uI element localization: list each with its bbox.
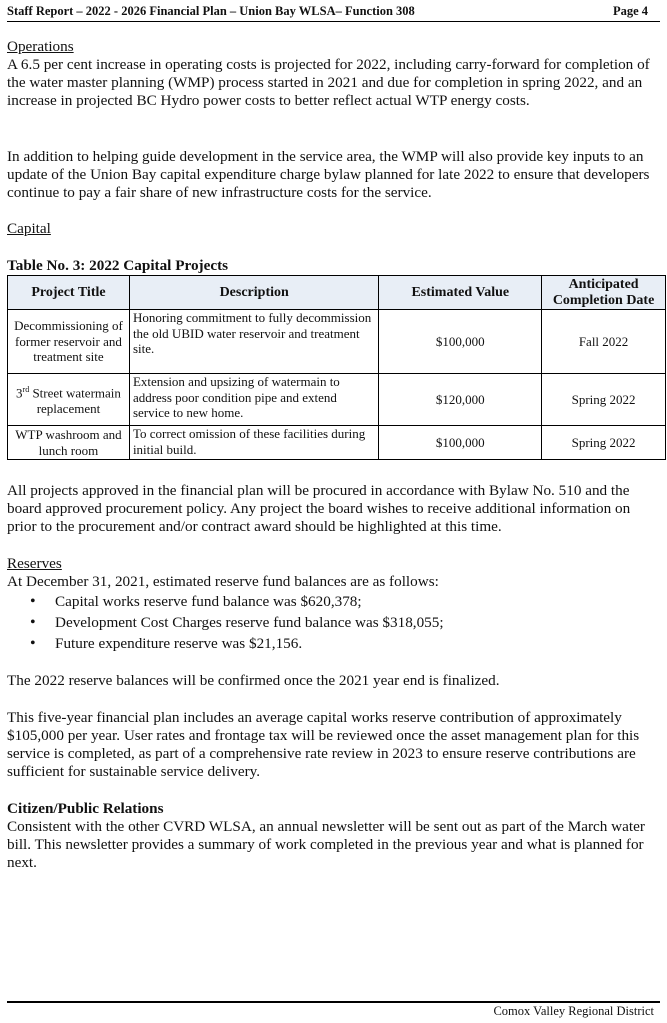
column-header: Description — [129, 276, 378, 310]
list-item: • Capital works reserve fund balance was $620,378; — [7, 591, 444, 612]
reserves-heading: Reserves — [7, 555, 62, 572]
completion-date: Spring 2022 — [542, 426, 666, 460]
column-header: Anticipated Completion Date — [542, 276, 666, 310]
project-description: Extension and upsizing of watermain to address poor condition pipe and extend service to new home. — [129, 374, 378, 426]
citizen-relations-paragraph: Consistent with the other CVRD WLSA, an annual newsletter will be sent out as part of the March water bill. This newsletter provides a summary of work completed in the previous year and what is planned for next. — [7, 818, 645, 871]
reserves-paragraph-2: This five-year financial plan includes an average capital works reserve contribution of approximately $105,000 per year. User rates and frontage tax will be reviewed once the asset management plan for this service is completed, as part of a comprehensive rate review in 2023 to ensure reserve contributions are sufficient for sustainable service delivery. — [7, 709, 640, 780]
table-row — [8, 310, 666, 374]
project-title — [8, 374, 130, 426]
procurement-paragraph: All projects approved in the financial plan will be procured in accordance with Bylaw No. 510 and the board approved procurement policy. Any project the board wishes to receive additional information on prior to the procurement and/or contract award should be highlighted at this time. — [7, 482, 631, 535]
reserves-intro: At December 31, 2021, estimated reserve fund balances are as follows: — [7, 573, 439, 590]
page-header — [7, 4, 660, 22]
estimated-value: $100,000 — [379, 310, 542, 374]
operations-paragraph-1: A 6.5 per cent increase in operating costs is projected for 2022, including carry-forward for completion of the water master planning (WMP) process started in 2021 and due for completion in spring 2022, and an increase in projected BC Hydro power costs to better reflect actual WTP energy costs. — [7, 56, 650, 109]
column-header: Project Title — [8, 276, 130, 310]
operations-paragraph-2: In addition to helping guide development in the service area, the WMP will also provide key inputs to an update of the Union Bay capital expenditure charge bylaw planned for late 2022 to ensure that developers continue to pay a fair share of new infrastructure costs for the service. — [7, 148, 650, 201]
project-description: To correct omission of these facilities during initial build. — [129, 426, 378, 460]
footer-organization: Comox Valley Regional District — [493, 1004, 654, 1018]
completion-date: Fall 2022 — [542, 310, 666, 374]
title-superscript: rd — [22, 385, 30, 395]
operations-heading: Operations — [7, 38, 74, 55]
reserve-balance-list — [7, 591, 444, 654]
completion-date: Spring 2022 — [542, 374, 666, 426]
citizen-relations-heading: Citizen/Public Relations — [7, 800, 164, 817]
report-title: Staff Report – 2022 - 2026 Financial Plan – Union Bay WLSA– Function 308 — [7, 4, 415, 18]
column-header: Estimated Value — [379, 276, 542, 310]
table-row — [8, 374, 666, 426]
project-title: Decommissioning of former reservoir and treatment site — [8, 310, 130, 374]
table-header-row — [8, 276, 666, 310]
list-item: • Future expenditure reserve was $21,156. — [7, 633, 444, 654]
list-item: • Development Cost Charges reserve fund balance was $318,055; — [7, 612, 444, 633]
table-title: Table No. 3: 2022 Capital Projects — [7, 257, 229, 274]
footer-divider — [7, 1001, 660, 1003]
project-title: WTP washroom and lunch room — [8, 426, 130, 460]
capital-projects-table — [7, 275, 666, 460]
title-prefix: 3 — [16, 385, 23, 401]
capital-heading: Capital — [7, 220, 51, 237]
reserves-paragraph-1: The 2022 reserve balances will be confirmed once the 2021 year end is finalized. — [7, 672, 500, 689]
estimated-value: $100,000 — [379, 426, 542, 460]
estimated-value: $120,000 — [379, 374, 542, 426]
table-row — [8, 426, 666, 460]
project-description: Honoring commitment to fully decommission the old UBID water reservoir and treatment site. — [129, 310, 378, 374]
title-rest: Street watermain replacement — [29, 385, 121, 417]
page-number: Page 4 — [612, 4, 648, 18]
